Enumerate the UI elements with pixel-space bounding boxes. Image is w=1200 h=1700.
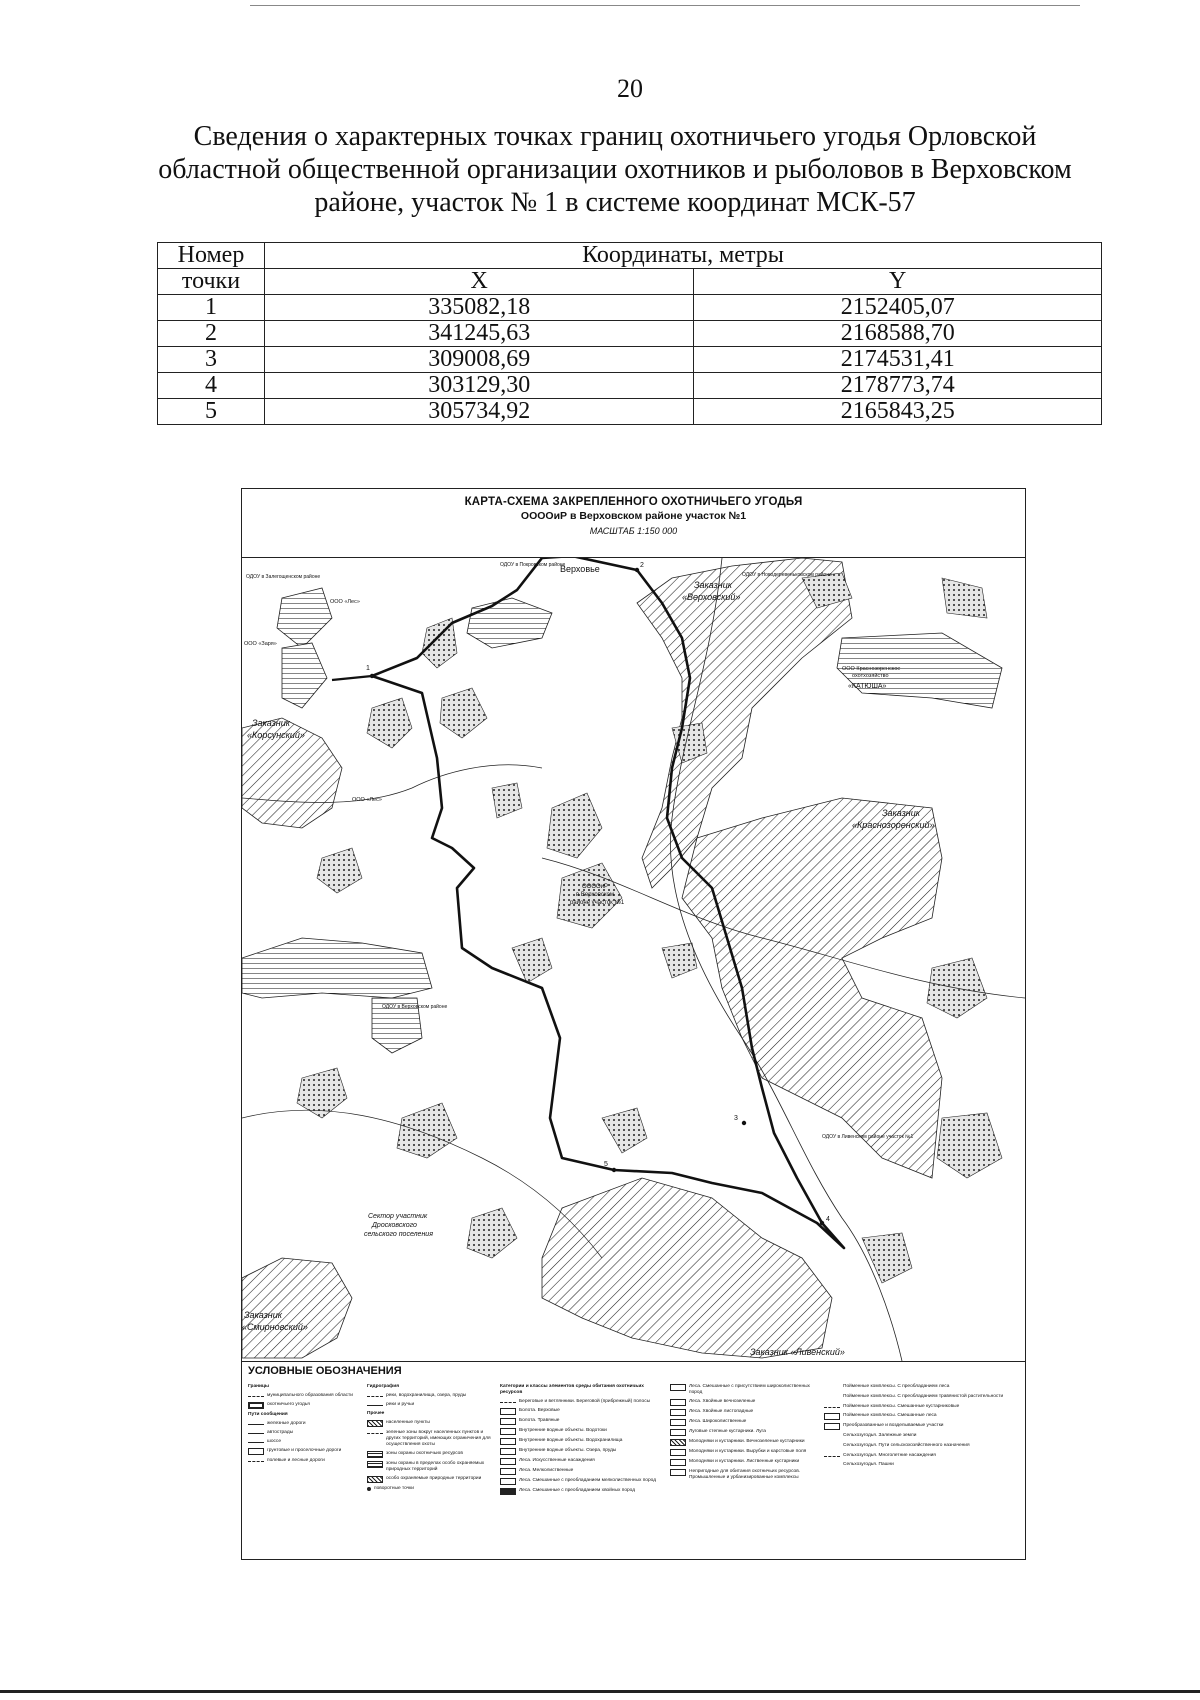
legend-item: Пойменные комплексы. Смешанные леса	[824, 1413, 1019, 1420]
cell-number: 1	[158, 295, 265, 321]
turning-point-1-label: 1	[366, 665, 370, 672]
legend-item: муниципального образования области	[248, 1393, 363, 1399]
table-row	[158, 321, 1102, 347]
label-katyusha: «КАТЮША»	[848, 683, 887, 690]
cell-number: 5	[158, 399, 265, 425]
label-sector-3: сельского поселения	[364, 1231, 433, 1238]
legend-item: населенные пункты	[367, 1420, 497, 1427]
coordinates-table	[157, 242, 1102, 425]
legend-item: Внутренние водные объекты. Озера, пруды	[500, 1448, 665, 1455]
turning-point-3-label: 3	[734, 1115, 738, 1122]
turning-point-4-label: 4	[826, 1216, 830, 1223]
legend-item: Преобразованные и возделываемые участки	[824, 1423, 1019, 1430]
turning-point-1	[370, 674, 374, 678]
label-ooo-les-2: ООО «Лес»	[352, 797, 382, 803]
title-line-1: Сведения о характерных точках границ охотничьего угодья Орловской	[193, 121, 1037, 152]
legend-item: шоссе	[248, 1439, 363, 1445]
turning-point-4	[820, 1221, 824, 1225]
map-scheme	[241, 488, 1026, 1560]
cell-y: 2152405,07	[694, 295, 1102, 321]
label-ooo-krasnozorensky-1: ООО Краснозоренское	[842, 666, 901, 672]
legend-column-habitat-categories	[500, 1384, 665, 1498]
legend-item: Леса. Смешанные с преобладанием мелколиственных пород	[500, 1478, 665, 1485]
legend-column-boundaries	[248, 1384, 363, 1467]
legend-column-forests	[670, 1384, 820, 1484]
map-scale: МАСШТАБ 1:150 000	[589, 526, 678, 536]
cell-number: 4	[158, 373, 265, 399]
label-oooor-center-2: в Верховском	[576, 892, 615, 898]
legend-item: Леса. Хвойные вечнозеленые	[670, 1399, 820, 1406]
legend-header: Категории и классы элементов среды обитания охотничьих ресурсов	[500, 1384, 644, 1395]
label-zakaznik-smirnovsky-1: Заказник	[244, 1310, 282, 1320]
label-zakaznik-verkhovsky-2: «Верховский»	[682, 592, 741, 602]
turning-point-2	[635, 568, 639, 572]
legend-item: Леса. Мелколиственные	[500, 1468, 665, 1475]
legend-column-floodplains	[824, 1384, 1019, 1472]
map-heading: КАРТА-СХЕМА ЗАКРЕПЛЕННОГО ОХОТНИЧЬЕГО УГОДЬЯ	[464, 496, 803, 508]
header-coordinates: Координаты, метры	[264, 243, 1101, 269]
legend-item: Болота. Верховые	[500, 1408, 665, 1415]
label-zakaznik-krasnozorensky-2: «Краснозоренский»	[852, 820, 935, 830]
legend-item: Внутренние водные объекты. Водотоки	[500, 1428, 665, 1435]
map-header	[242, 489, 1025, 558]
header-y: Y	[694, 269, 1102, 295]
legend-item: грунтовые и проселочные дороги	[248, 1448, 363, 1455]
legend-item: железные дороги	[248, 1421, 363, 1427]
legend-header: Гидрография	[367, 1384, 399, 1389]
cell-x: 309008,69	[264, 347, 694, 373]
title-line-3: районе, участок № 1 в системе координат МСК-57	[314, 187, 916, 218]
label-ooo-zarya: ООО «Заря»	[244, 641, 277, 647]
label-odou-novoderevenkovsky: ОДОУ в Новодеревеньковском районе	[742, 572, 832, 578]
legend-item: Болота. Травяные	[500, 1418, 665, 1425]
legend-item: особо охраняемые природные территории	[367, 1476, 497, 1483]
legend-item: зоны охраны в пределах особо охраняемых природных территорий	[367, 1461, 497, 1473]
header-number-l2: точки	[158, 269, 265, 295]
legend-item: Внутренние водные объекты. Водохранилища	[500, 1438, 665, 1445]
cell-number: 3	[158, 347, 265, 373]
label-ooo-les-1: ООО «Лес»	[330, 599, 360, 605]
turning-point-3	[742, 1121, 746, 1125]
cell-x: 335082,18	[264, 295, 694, 321]
legend-item: Леса. Смешанные с преобладанием хвойных пород	[500, 1488, 665, 1495]
map-legend	[242, 1361, 1025, 1560]
legend-item: реки и ручьи	[367, 1402, 497, 1408]
legend-item: Сельхозугодья. Залежные земли	[843, 1433, 917, 1438]
label-odou-zalegoshchensky: ОДОУ в Залегощенском районе	[246, 574, 321, 580]
cell-x: 303129,30	[264, 373, 694, 399]
legend-header: Прочее	[367, 1411, 385, 1416]
cell-y: 2168588,70	[694, 321, 1102, 347]
label-zakaznik-verkhovsky-1: Заказник	[694, 580, 732, 590]
legend-item: зеленые зоны вокруг населенных пунктов и других территорий, имеющих ограничения для осуществления охоты	[367, 1430, 497, 1448]
cell-number: 2	[158, 321, 265, 347]
legend-header: Границы	[248, 1384, 270, 1389]
legend-item: Береговые и ветлянники. Береговой (прибрежный) полосы	[500, 1399, 665, 1405]
cell-y: 2178773,74	[694, 373, 1102, 399]
turning-point-2-label: 2	[640, 562, 644, 569]
top-rule	[250, 5, 1080, 6]
table-row	[158, 295, 1102, 321]
page-number: 20	[617, 74, 643, 103]
map-drawing	[242, 558, 1025, 1361]
legend-column-hydrography	[367, 1384, 497, 1495]
table-row	[158, 399, 1102, 425]
label-oooor-center-3: районе участок №1	[570, 900, 625, 906]
table-row	[158, 373, 1102, 399]
label-ooo-krasnozorensky-2: охотхозяйство	[852, 673, 889, 679]
legend-item: Молодняки и кустарники. Лиственные кустарники	[670, 1459, 820, 1466]
legend-item: Непригодные для обитания охотничьих ресурсов. Промышленные и урбанизированные комплексы	[670, 1469, 820, 1481]
title-line-2: областной общественной организации охотников и рыболовов в Верховском	[158, 154, 1072, 185]
legend-item: поворотные точки	[367, 1486, 497, 1492]
legend-item: автострады	[248, 1430, 363, 1436]
legend-item: Леса. Хвойные листопадные	[670, 1409, 820, 1416]
cell-x: 305734,92	[264, 399, 694, 425]
header-number-l1: Номер	[158, 243, 265, 269]
label-odou-livensky: ОДОУ в Ливенском районе участок №1	[822, 1134, 914, 1140]
label-sector-2: Дросковского	[372, 1222, 417, 1229]
label-odou-verkhovsky: ОДОУ в Верховском районе	[382, 1004, 448, 1010]
cell-x: 341245,63	[264, 321, 694, 347]
label-zakaznik-korsunsky-2: «Корсунский»	[247, 730, 305, 740]
legend-item: Молодняки и кустарники. Вырубки и карстовые поля	[670, 1449, 820, 1456]
legend-item: Пойменные комплексы. Смешанные кустарниковые	[824, 1404, 1019, 1410]
legend-item: реки, водохранилища, озера, пруды	[367, 1393, 497, 1399]
legend-item: полевые и лесные дороги	[248, 1458, 363, 1464]
label-zakaznik-livensky: Заказник «Ливенский»	[750, 1347, 845, 1357]
bottom-rule	[0, 1690, 1200, 1693]
label-zakaznik-korsunsky-1: Заказник	[252, 718, 290, 728]
legend-item: Сельхозугодья. Многолетние насаждения	[824, 1453, 1019, 1459]
legend-item: Леса. Широколиственные	[670, 1419, 820, 1426]
legend-item: Пойменные комплексы. С преобладанием леса	[843, 1384, 950, 1389]
label-verkhovye: Верховье	[560, 564, 600, 574]
legend-item: Леса. Смешанные с присутствием широколиственных пород	[670, 1384, 820, 1396]
legend-item: зоны охраны охотничьих ресурсов	[367, 1451, 497, 1458]
legend-item: Леса. Искусственные насаждения	[500, 1458, 665, 1465]
legend-item: Молодняки и кустарники. Вечнозеленые кустарники	[670, 1439, 820, 1446]
legend-item: Сельхозугодья. Пути сельскохозяйственного назначения	[843, 1443, 970, 1448]
label-zakaznik-krasnozorensky-1: Заказник	[882, 808, 920, 818]
cell-y: 2174531,41	[694, 347, 1102, 373]
legend-item: охотничьего угодья	[248, 1402, 363, 1409]
legend-title: УСЛОВНЫЕ ОБОЗНАЧЕНИЯ	[248, 1365, 402, 1377]
header-x: X	[264, 269, 694, 295]
table-row	[158, 347, 1102, 373]
label-oooor-center-1: ООООиР	[582, 884, 609, 890]
legend-item: Пойменные комплексы. С преобладанием травянистой растительности	[843, 1394, 1004, 1399]
legend-item: Луговые степные кустарники. Луга	[670, 1429, 820, 1436]
turning-point-5	[612, 1168, 616, 1172]
document-title	[155, 120, 1075, 219]
map-subheading: ООООиР в Верховском районе участок №1	[520, 510, 747, 522]
label-zakaznik-smirnovsky-2: «Смирновский»	[242, 1322, 308, 1332]
label-sector-1: Сектор участник	[368, 1213, 428, 1220]
legend-item: Сельхозугодья. Пашни	[843, 1462, 894, 1467]
turning-point-5-label: 5	[604, 1161, 608, 1168]
legend-header: Пути сообщения	[248, 1412, 288, 1417]
cell-y: 2165843,25	[694, 399, 1102, 425]
label-odou-pokrovsky: ОДОУ в Покровском районе	[500, 562, 566, 568]
